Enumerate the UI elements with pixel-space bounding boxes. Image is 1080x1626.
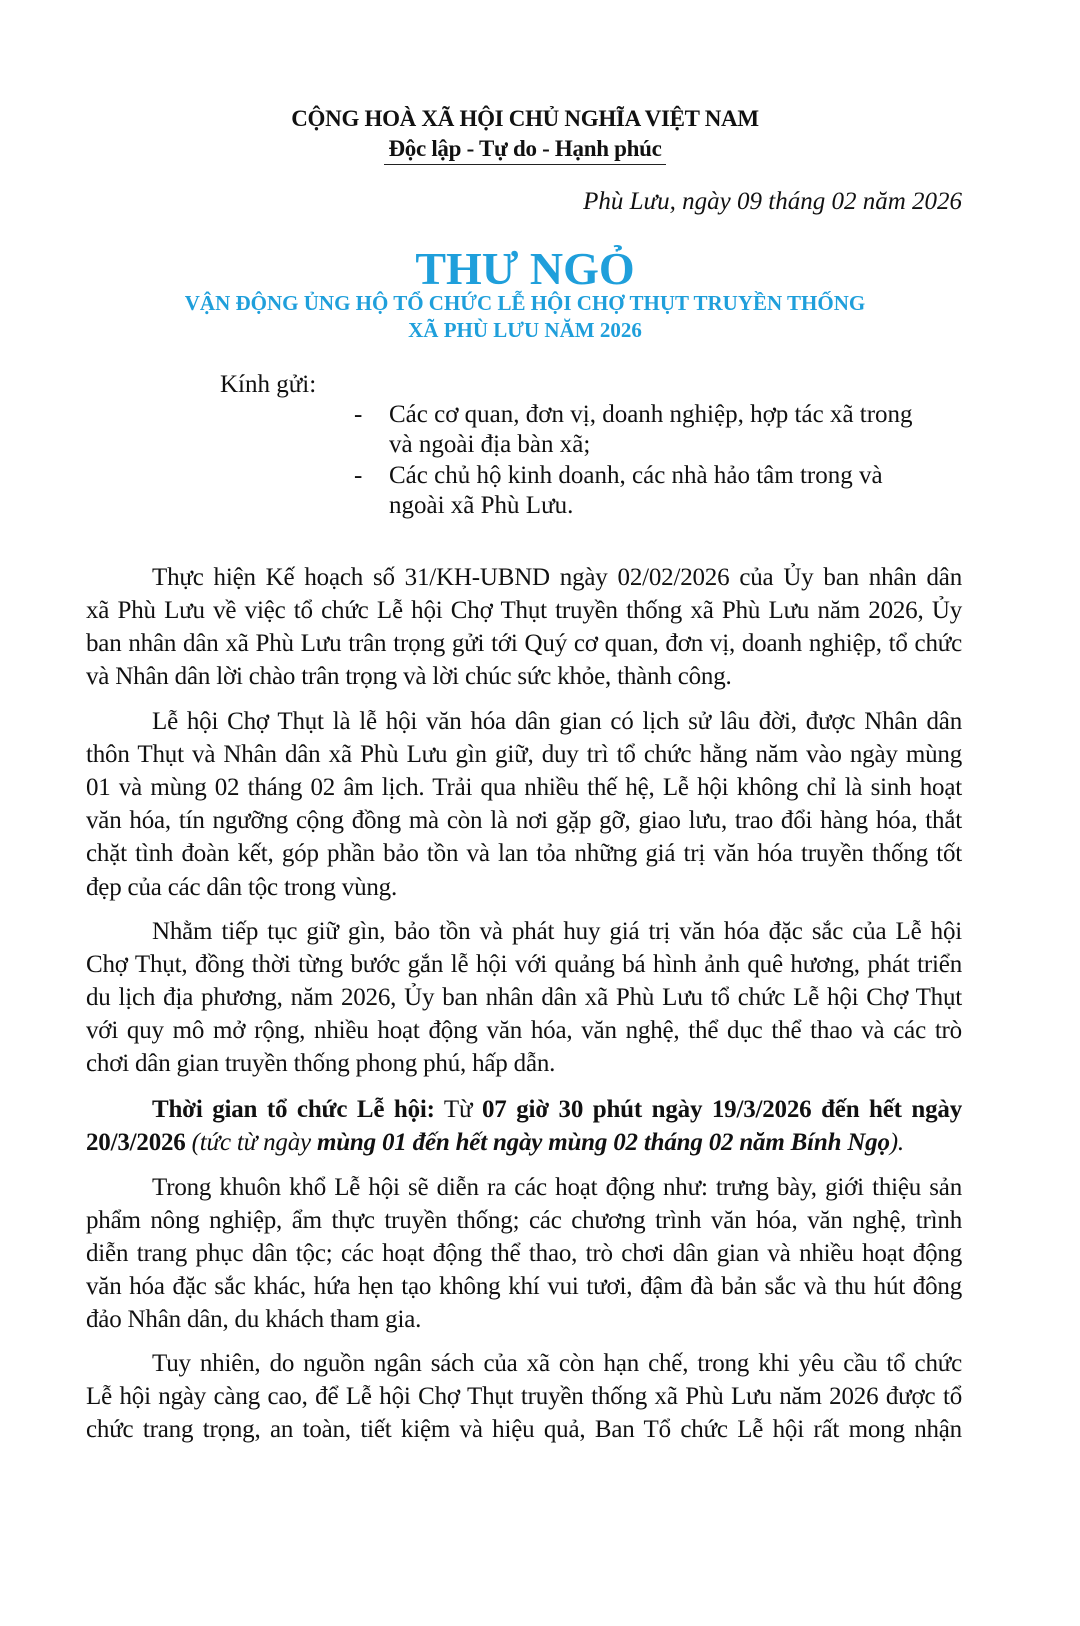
paragraph-line: ban nhân dân xã Phù Lưu trân trọng gửi tới Quý cơ quan, đơn vị, doanh nghiệp, tổ chức <box>86 630 962 658</box>
motto-line <box>0 136 1050 165</box>
paragraph-line: Trong khuôn khổ Lễ hội sẽ diễn ra các hoạt động như: trưng bày, giới thiệu sản <box>152 1174 962 1201</box>
schedule-time: 07 giờ 30 phút ngày 19/3/2026 đến hết ngày <box>481 1096 962 1123</box>
schedule-from: Từ <box>434 1096 482 1123</box>
paragraph-line: Chợ Thụt, đồng thời từng bước gắn lễ hội với quảng bá hình ảnh quê hương, phát triển <box>86 951 962 979</box>
paragraph-line: với quy mô mở rộng, nhiều hoạt động văn hóa, văn nghệ, thể dục thể thao và các trò <box>86 1017 962 1045</box>
paragraph-line: Thực hiện Kế hoạch số 31/KH-UBND ngày 02/02/2026 của Ủy ban nhân dân <box>152 564 962 591</box>
motto: Độc lập - Tự do - Hạnh phúc <box>384 136 665 165</box>
letter-subtitle-1: VẬN ĐỘNG ỦNG HỘ TỔ CHỨC LỄ HỘI CHỢ THỤT TRUYỀN THỐNG <box>184 291 866 315</box>
paragraph-line: chơi dân gian truyền thống phong phú, hấp dẫn. <box>86 1050 556 1078</box>
recipient-2-line1: Các chủ hộ kinh doanh, các nhà hảo tâm trong và <box>389 462 883 489</box>
schedule-line-1 <box>152 1093 962 1126</box>
paragraph-line: đẹp của các dân tộc trong vùng. <box>86 873 398 901</box>
schedule-lunar-date: mùng 01 đến hết ngày mùng 02 tháng 02 năm Bính Ngọ <box>316 1129 890 1156</box>
paragraph-line: xã Phù Lưu về việc tổ chức Lễ hội Chợ Thụt truyền thống xã Phù Lưu năm 2026, Ủy <box>86 597 962 625</box>
paragraph-line: thôn Thụt và Nhân dân xã Phù Lưu gìn giữ, duy trì tổ chức hằng năm vào ngày mùng <box>86 741 962 769</box>
recipient-1-line1: Các cơ quan, đơn vị, doanh nghiệp, hợp tác xã trong <box>389 401 913 428</box>
paragraph-line: phẩm nông nghiệp, ẩm thực truyền thống; các chương trình văn hóa, văn nghệ, trình <box>86 1207 962 1235</box>
paragraph-line: Nhằm tiếp tục giữ gìn, bảo tồn và phát huy giá trị văn hóa đặc sắc của Lễ hội <box>152 918 962 945</box>
paragraph-line: Tuy nhiên, do nguồn ngân sách của xã còn hạn chế, trong khi yêu cầu tổ chức <box>152 1350 962 1377</box>
place-date: Phù Lưu, ngày 09 tháng 02 năm 2026 <box>583 188 962 215</box>
paragraph-line: chặt tình đoàn kết, góp phần bảo tồn và lan tỏa những giá trị văn hóa truyền thống tốt <box>86 840 962 868</box>
schedule-note-open: (tức từ ngày <box>185 1129 317 1156</box>
paragraph-line: du lịch địa phương, năm 2026, Ủy ban nhân dân xã Phù Lưu tổ chức Lễ hội Chợ Thụt <box>86 984 962 1012</box>
recipient-1-line2: và ngoài địa bàn xã; <box>389 431 591 458</box>
recipient-dash: - <box>354 462 363 489</box>
paragraph-line: và Nhân dân lời chào trân trọng và lời chúc sức khỏe, thành công. <box>86 663 732 691</box>
paragraph-line: chức trang trọng, an toàn, tiết kiệm và hiệu quả, Ban Tổ chức Lễ hội rất mong nhận <box>86 1416 962 1444</box>
recipient-dash: - <box>354 401 363 428</box>
paragraph-line: đảo Nhân dân, du khách tham gia. <box>86 1306 422 1334</box>
schedule-line-2 <box>86 1126 962 1159</box>
paragraph-line: Lễ hội ngày càng cao, để Lễ hội Chợ Thụt truyền thống xã Phù Lưu năm 2026 được tổ <box>86 1383 962 1411</box>
paragraph-line: văn hóa đặc sắc khác, hứa hẹn tạo không khí vui tươi, đậm đà bản sắc và thu hút đông <box>86 1273 962 1301</box>
paragraph-line: Lễ hội Chợ Thụt là lễ hội văn hóa dân gian có lịch sử lâu đời, được Nhân dân <box>152 708 962 735</box>
schedule-end-date: 20/3/2026 <box>86 1129 186 1156</box>
paragraph-line: văn hóa, tín ngưỡng cộng đồng mà còn là nơi gặp gỡ, giao lưu, trao đổi hàng hóa, thắt <box>86 807 962 835</box>
paragraph-line: 01 và mùng 02 tháng 02 âm lịch. Trải qua nhiều thế hệ, Lễ hội không chỉ là sinh hoạt <box>86 774 962 802</box>
nation-heading: CỘNG HOÀ XÃ HỘI CHỦ NGHĨA VIỆT NAM <box>291 106 759 131</box>
letter-subtitle-2: XÃ PHÙ LƯU NĂM 2026 <box>408 318 642 342</box>
paragraph-line: diễn trang phục dân tộc; các hoạt động thể thao, trò chơi dân gian và nhiều hoạt động <box>86 1240 962 1268</box>
recipients-label: Kính gửi: <box>220 371 317 398</box>
letter-title: THƯ NGỎ <box>415 243 635 294</box>
schedule-label: Thời gian tổ chức Lễ hội: <box>152 1096 435 1123</box>
recipient-2-line2: ngoài xã Phù Lưu. <box>389 492 574 519</box>
schedule-note-close: ). <box>889 1129 904 1156</box>
